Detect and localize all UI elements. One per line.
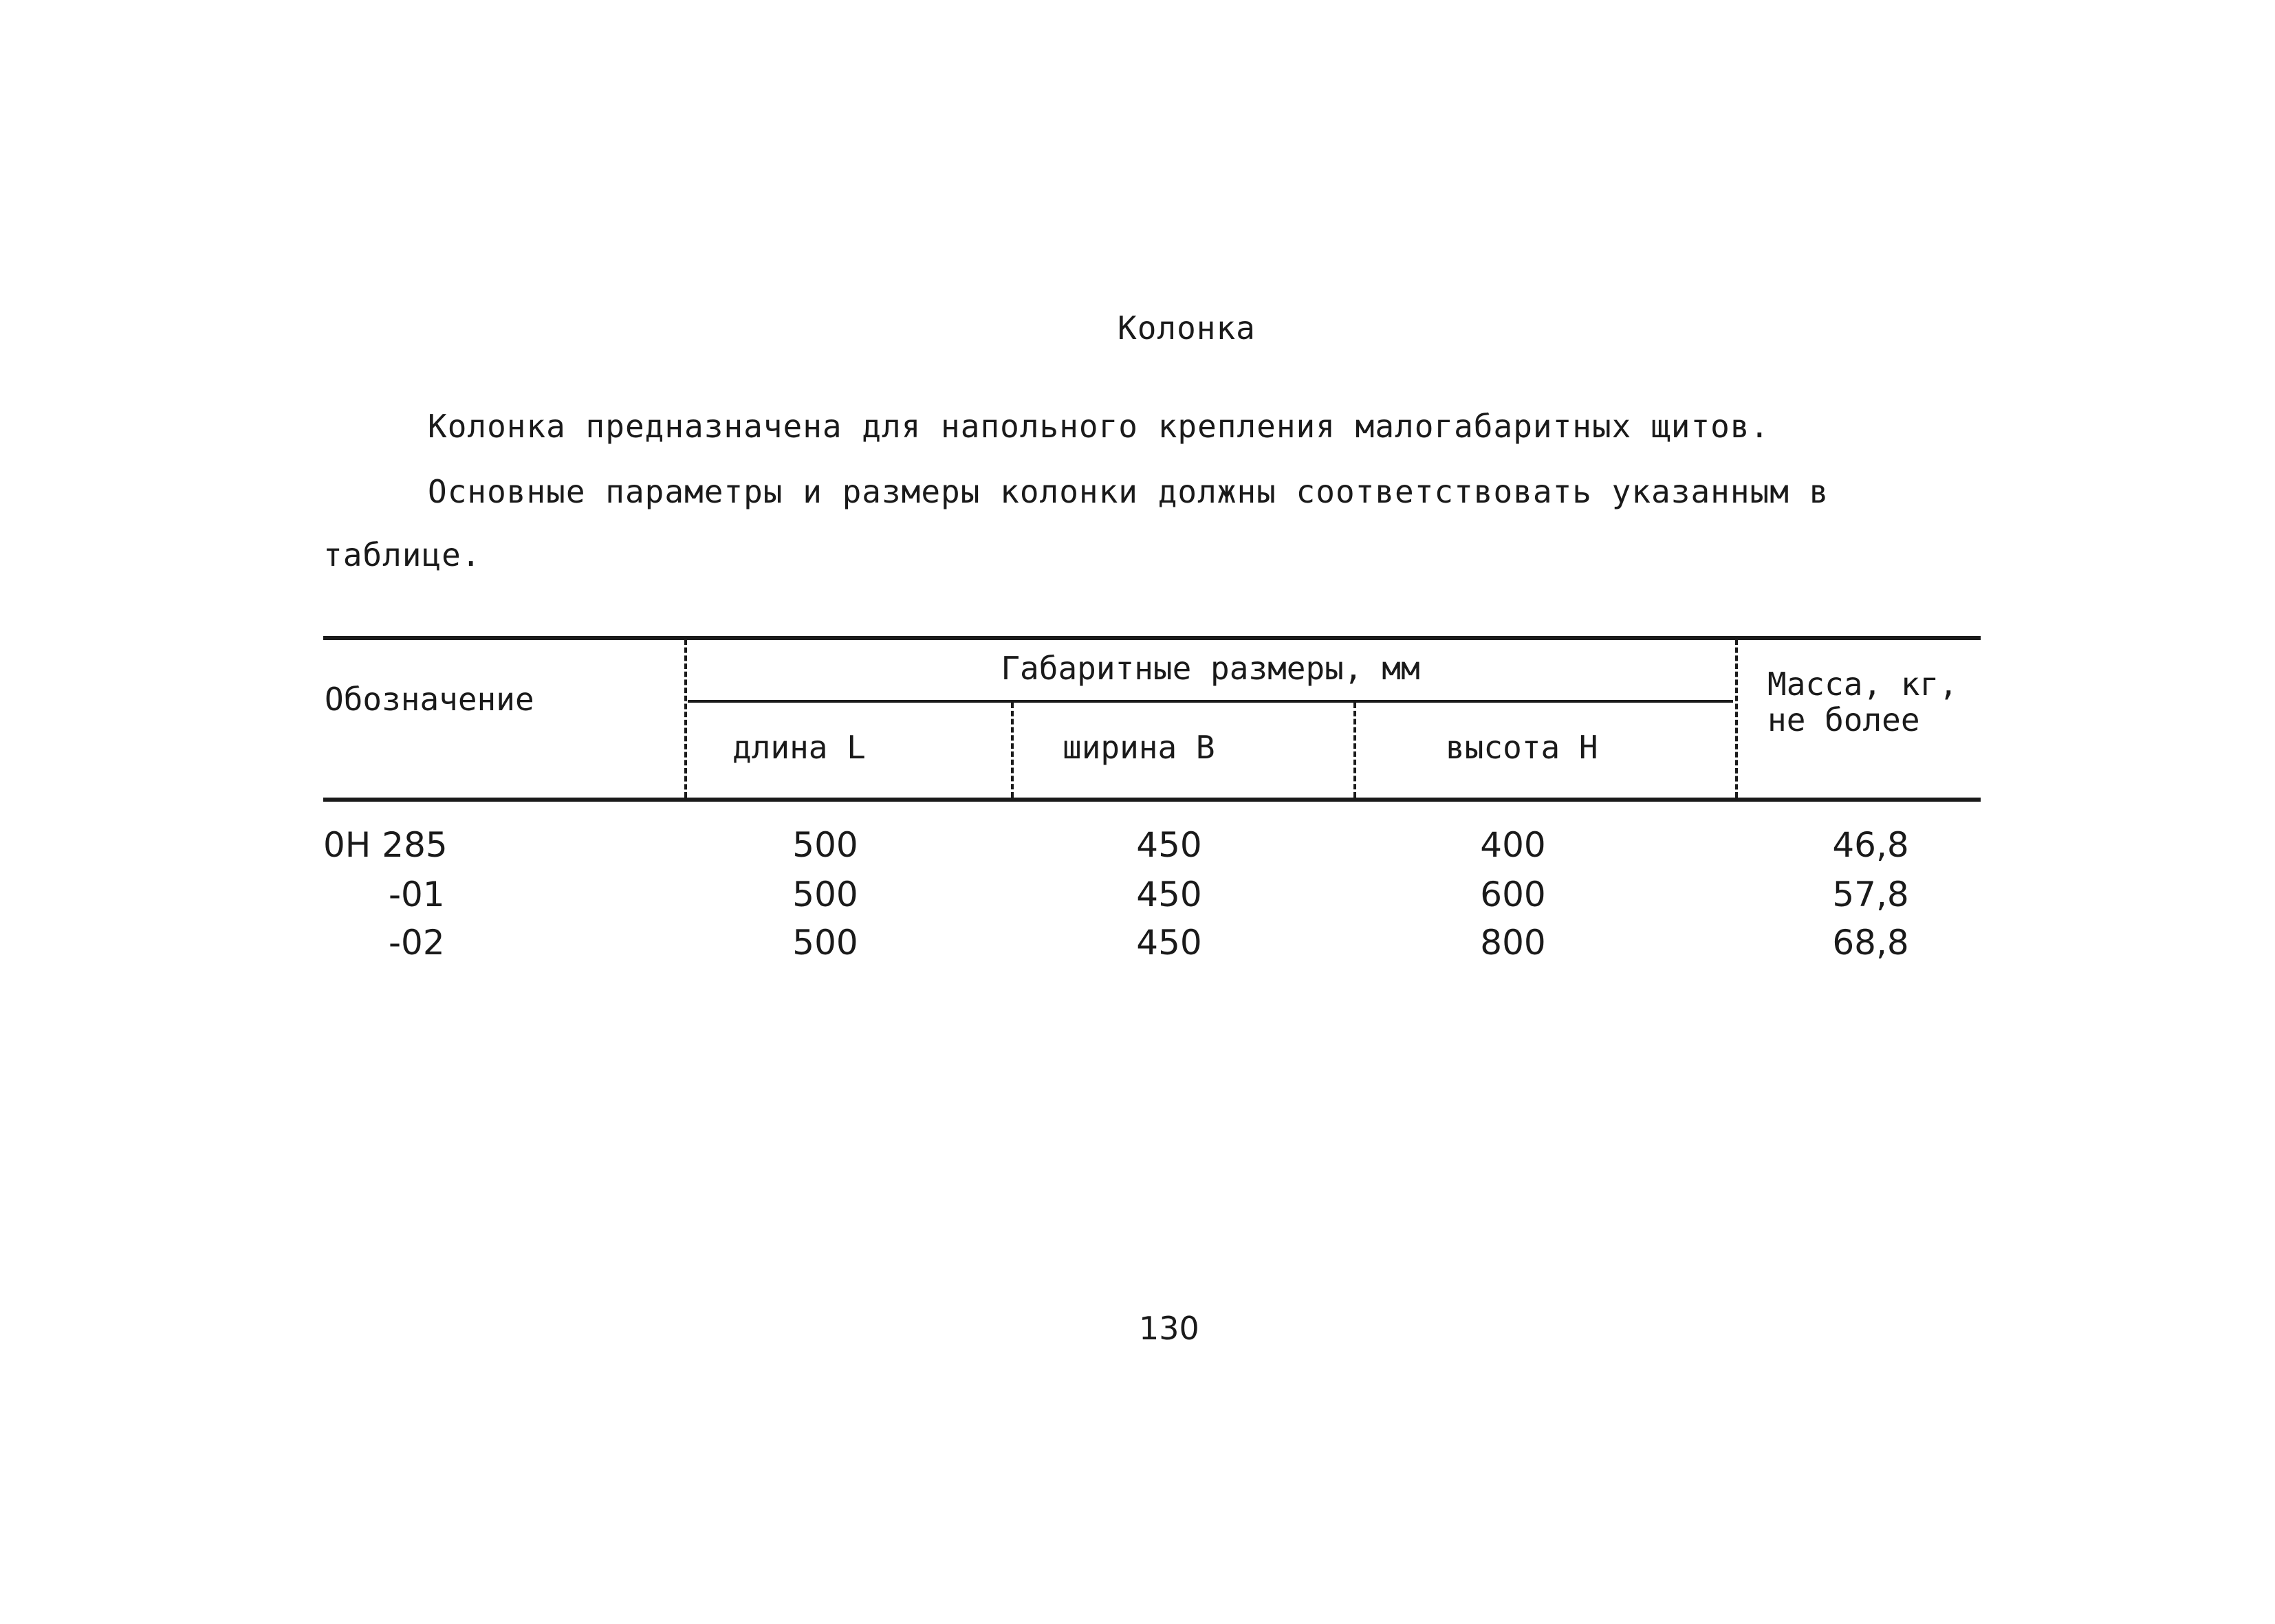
cell-mass: 68,8	[1832, 923, 1909, 963]
cell-length: 500	[792, 875, 858, 914]
table-header-bottom-rule	[323, 798, 1981, 802]
cell-mass: 46,8	[1832, 825, 1909, 865]
cell-height: 600	[1480, 875, 1546, 914]
table-divider-width	[1353, 703, 1356, 798]
cell-height: 400	[1480, 825, 1546, 865]
cell-width: 450	[1136, 875, 1202, 914]
cell-length: 500	[792, 825, 858, 865]
cell-width: 450	[1136, 825, 1202, 865]
paragraph-parameters: Основные параметры и размеры колонки должны соответствовать указанным в	[428, 473, 1829, 510]
header-overall-dimensions: Габаритные размеры, мм	[1001, 650, 1420, 687]
cell-designation: -01	[389, 875, 445, 914]
cell-designation: 0Н 285	[323, 825, 448, 865]
table-subheader-rule	[688, 700, 1733, 703]
cell-mass: 57,8	[1832, 875, 1909, 914]
table-divider-mass	[1735, 639, 1738, 798]
page-number: 130	[1139, 1310, 1199, 1347]
cell-designation: -02	[389, 923, 445, 963]
cell-height: 800	[1480, 923, 1546, 963]
header-width: ширина B	[1063, 729, 1215, 766]
cell-width: 450	[1136, 923, 1202, 963]
cell-length: 500	[792, 923, 858, 963]
table-divider-designation	[684, 639, 687, 798]
paragraph-purpose: Колонка предназначена для напольного крепления малогабаритных щитов.	[428, 408, 1770, 445]
header-length: длина L	[732, 729, 866, 766]
header-mass-line2: не более	[1767, 701, 1920, 738]
header-height: высота H	[1446, 729, 1598, 766]
header-designation: Обозначение	[325, 681, 534, 718]
section-heading: Колонка	[1118, 309, 1256, 347]
table-divider-length	[1011, 703, 1014, 798]
header-mass-line1: Масса, кг,	[1767, 666, 1958, 703]
table-top-rule	[323, 636, 1981, 640]
paragraph-parameters-continued: таблице.	[323, 536, 481, 573]
